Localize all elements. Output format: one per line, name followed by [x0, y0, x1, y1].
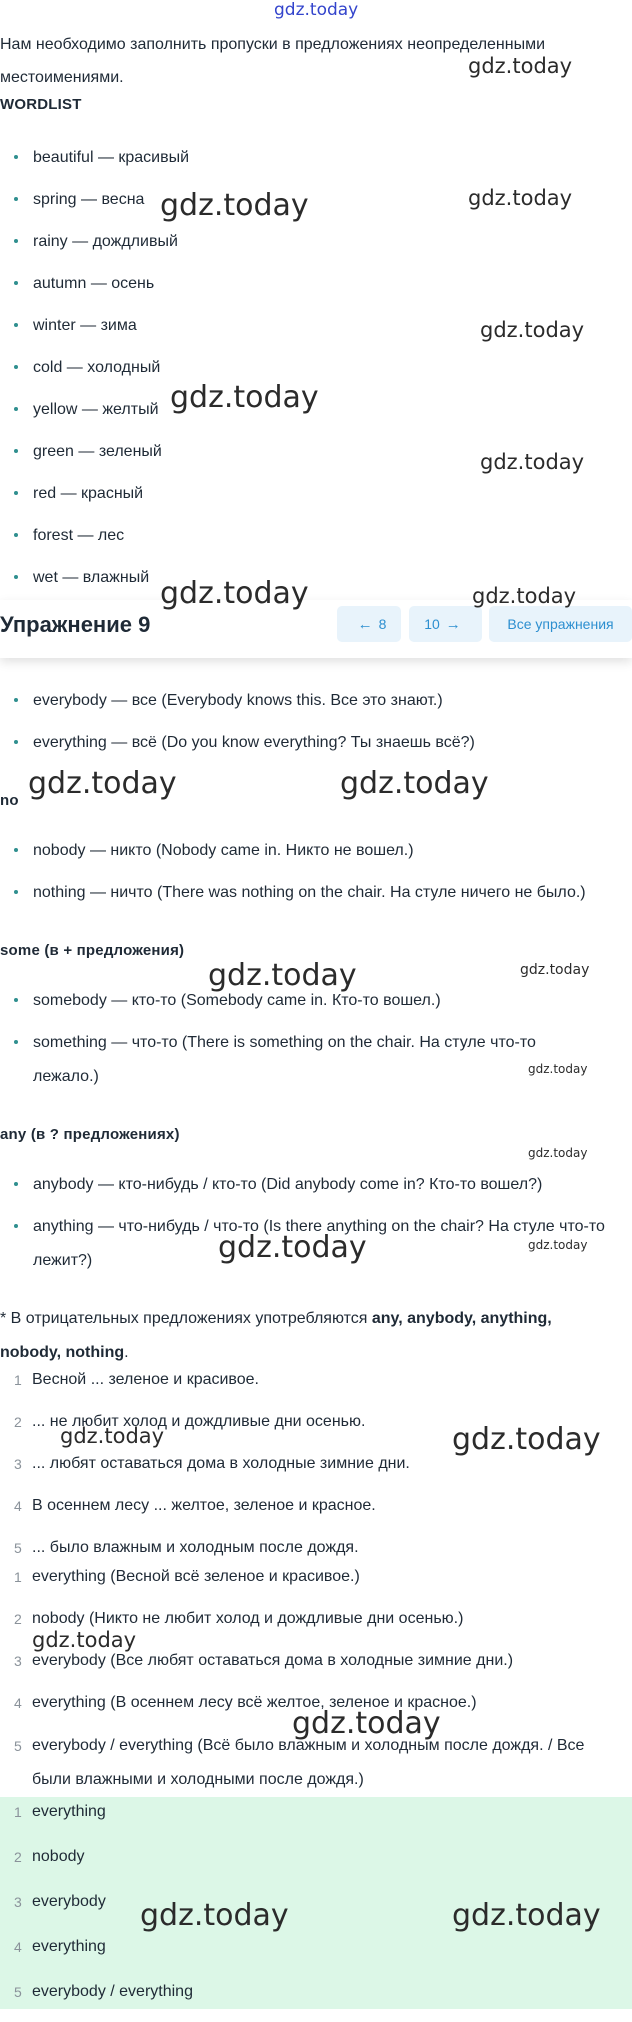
- watermark: gdz.today: [452, 1422, 601, 1457]
- note-bold-text: any, anybody, anything, nobody, nothing: [0, 1310, 552, 1361]
- watermark: gdz.today: [60, 1424, 165, 1448]
- exercise-nav-bar: [0, 600, 632, 658]
- short-answer-item: 4 everything: [14, 1938, 106, 1955]
- arrow-right-icon: →: [445, 616, 461, 633]
- wordlist-heading: WORDLIST: [0, 96, 82, 113]
- wordlist-item: cold — холодный: [12, 351, 622, 393]
- all-exercises-button[interactable]: Все упражнения: [489, 606, 632, 642]
- watermark: gdz.today: [520, 962, 590, 978]
- watermark: gdz.today: [170, 380, 319, 415]
- prev-exercise-button[interactable]: ← 8: [337, 606, 401, 642]
- list-item: everybody — все (Everybody knows this. Все это знают.): [12, 684, 622, 718]
- some-list: [12, 984, 572, 1094]
- task-item: 3 ... любят оставаться дома в холодные зимние дни.: [14, 1455, 410, 1472]
- negative-sentences-note: [0, 1302, 600, 1370]
- wordlist-item: forest — лес: [12, 519, 622, 561]
- every-list: [12, 684, 622, 760]
- watermark: gdz.today: [528, 1238, 588, 1252]
- wordlist: [12, 141, 622, 603]
- watermark: gdz.today: [468, 186, 573, 210]
- some-heading: some (в + предложения): [0, 942, 185, 959]
- wordlist-item: autumn — осень: [12, 267, 622, 309]
- watermark: gdz.today: [32, 1628, 137, 1652]
- task-description: Нам необходимо заполнить пропуски в предложениях неопределенными местоимениями.: [0, 36, 546, 86]
- watermark: gdz.today: [480, 450, 585, 474]
- wordlist-item: green — зеленый: [12, 435, 622, 477]
- exercise-title: Упражнение 9: [0, 612, 151, 637]
- list-item: something — что-то (There is something on the chair. На стуле что-то лежало.): [12, 1026, 572, 1094]
- list-item: anything — что-нибудь / что-то (Is there anything on the chair? На стуле что-то лежит?): [12, 1210, 622, 1278]
- watermark: gdz.today: [480, 318, 585, 342]
- list-item: nobody — никто (Nobody came in. Никто не вошел.): [12, 834, 622, 868]
- next-exercise-button[interactable]: 10 →: [409, 606, 482, 642]
- task-item: 2 ... не любит холод и дождливые дни осенью.: [14, 1413, 366, 1430]
- list-item: anybody — кто-нибудь / кто-то (Did anybody come in? Кто-то вошел?): [12, 1168, 622, 1202]
- watermark: gdz.today: [208, 958, 357, 993]
- watermark: gdz.today: [468, 54, 573, 78]
- note-text: * В отрицательных предложениях употребляются: [0, 1310, 372, 1327]
- explained-answers: [0, 1561, 600, 1797]
- no-heading: no: [0, 792, 19, 809]
- wordlist-item: spring — весна: [12, 183, 622, 225]
- note-text: .: [124, 1344, 129, 1361]
- short-answer-item: 1 everything: [14, 1803, 106, 1820]
- task-item: 4 В осеннем лесу ... желтое, зеленое и красное.: [14, 1497, 376, 1514]
- list-item: nothing — ничто (There was nothing on the chair. На стуле ничего не было.): [12, 876, 622, 910]
- watermark: gdz.today: [140, 1898, 289, 1933]
- watermark: gdz.today: [472, 584, 577, 608]
- wordlist-item: winter — зима: [12, 309, 622, 351]
- answer-item: 1 everything (Весной всё зеленое и красивое.): [14, 1568, 360, 1585]
- watermark: gdz.today: [218, 1230, 367, 1265]
- wordlist-item: beautiful — красивый: [12, 141, 622, 183]
- wordlist-item: rainy — дождливый: [12, 225, 622, 267]
- list-item: somebody — кто-то (Somebody came in. Кто-то вошел.): [12, 984, 572, 1018]
- task-item: 1 Весной ... зеленое и красивое.: [14, 1371, 259, 1388]
- wordlist-item: yellow — желтый: [12, 393, 622, 435]
- short-answer-item: 3 everybody: [14, 1893, 106, 1910]
- watermark: gdz.today: [28, 766, 177, 801]
- wordlist-item: wet — влажный: [12, 561, 622, 603]
- arrow-left-icon: ←: [357, 616, 373, 633]
- no-list: [12, 834, 622, 910]
- wordlist-item: red — красный: [12, 477, 622, 519]
- task-item: 5 ... было влажным и холодным после дождя.: [14, 1539, 359, 1556]
- watermark: gdz.today: [160, 576, 309, 611]
- watermark: gdz.today: [292, 1706, 441, 1741]
- short-answer-item: 2 nobody: [14, 1848, 85, 1865]
- answer-item: 4 everything (В осеннем лесу всё желтое, зеленое и красное.): [14, 1694, 477, 1711]
- watermark: gdz.today: [528, 1062, 588, 1076]
- watermark: gdz.today: [528, 1146, 588, 1160]
- list-item: everything — всё (Do you know everything? Ты знаешь всё?): [12, 726, 622, 760]
- short-answer-item: 5 everybody / everything: [14, 1983, 193, 2000]
- watermark: gdz.today: [340, 766, 489, 801]
- site-logo-watermark: gdz.today: [274, 0, 359, 20]
- any-heading: any (в ? предложениях): [0, 1126, 180, 1143]
- answer-item: 2 nobody (Никто не любит холод и дождливые дни осенью.): [14, 1610, 464, 1627]
- watermark: gdz.today: [452, 1898, 601, 1933]
- answer-item: 3 everybody (Все любят оставаться дома в холодные зимние дни.): [14, 1652, 514, 1669]
- answer-item: 5 everybody / everything (Всё было влажным и холодным после дождя. / Все были влажными и холодными после дождя.): [14, 1737, 585, 1788]
- watermark: gdz.today: [160, 188, 309, 223]
- task-sentences: [0, 1364, 632, 1574]
